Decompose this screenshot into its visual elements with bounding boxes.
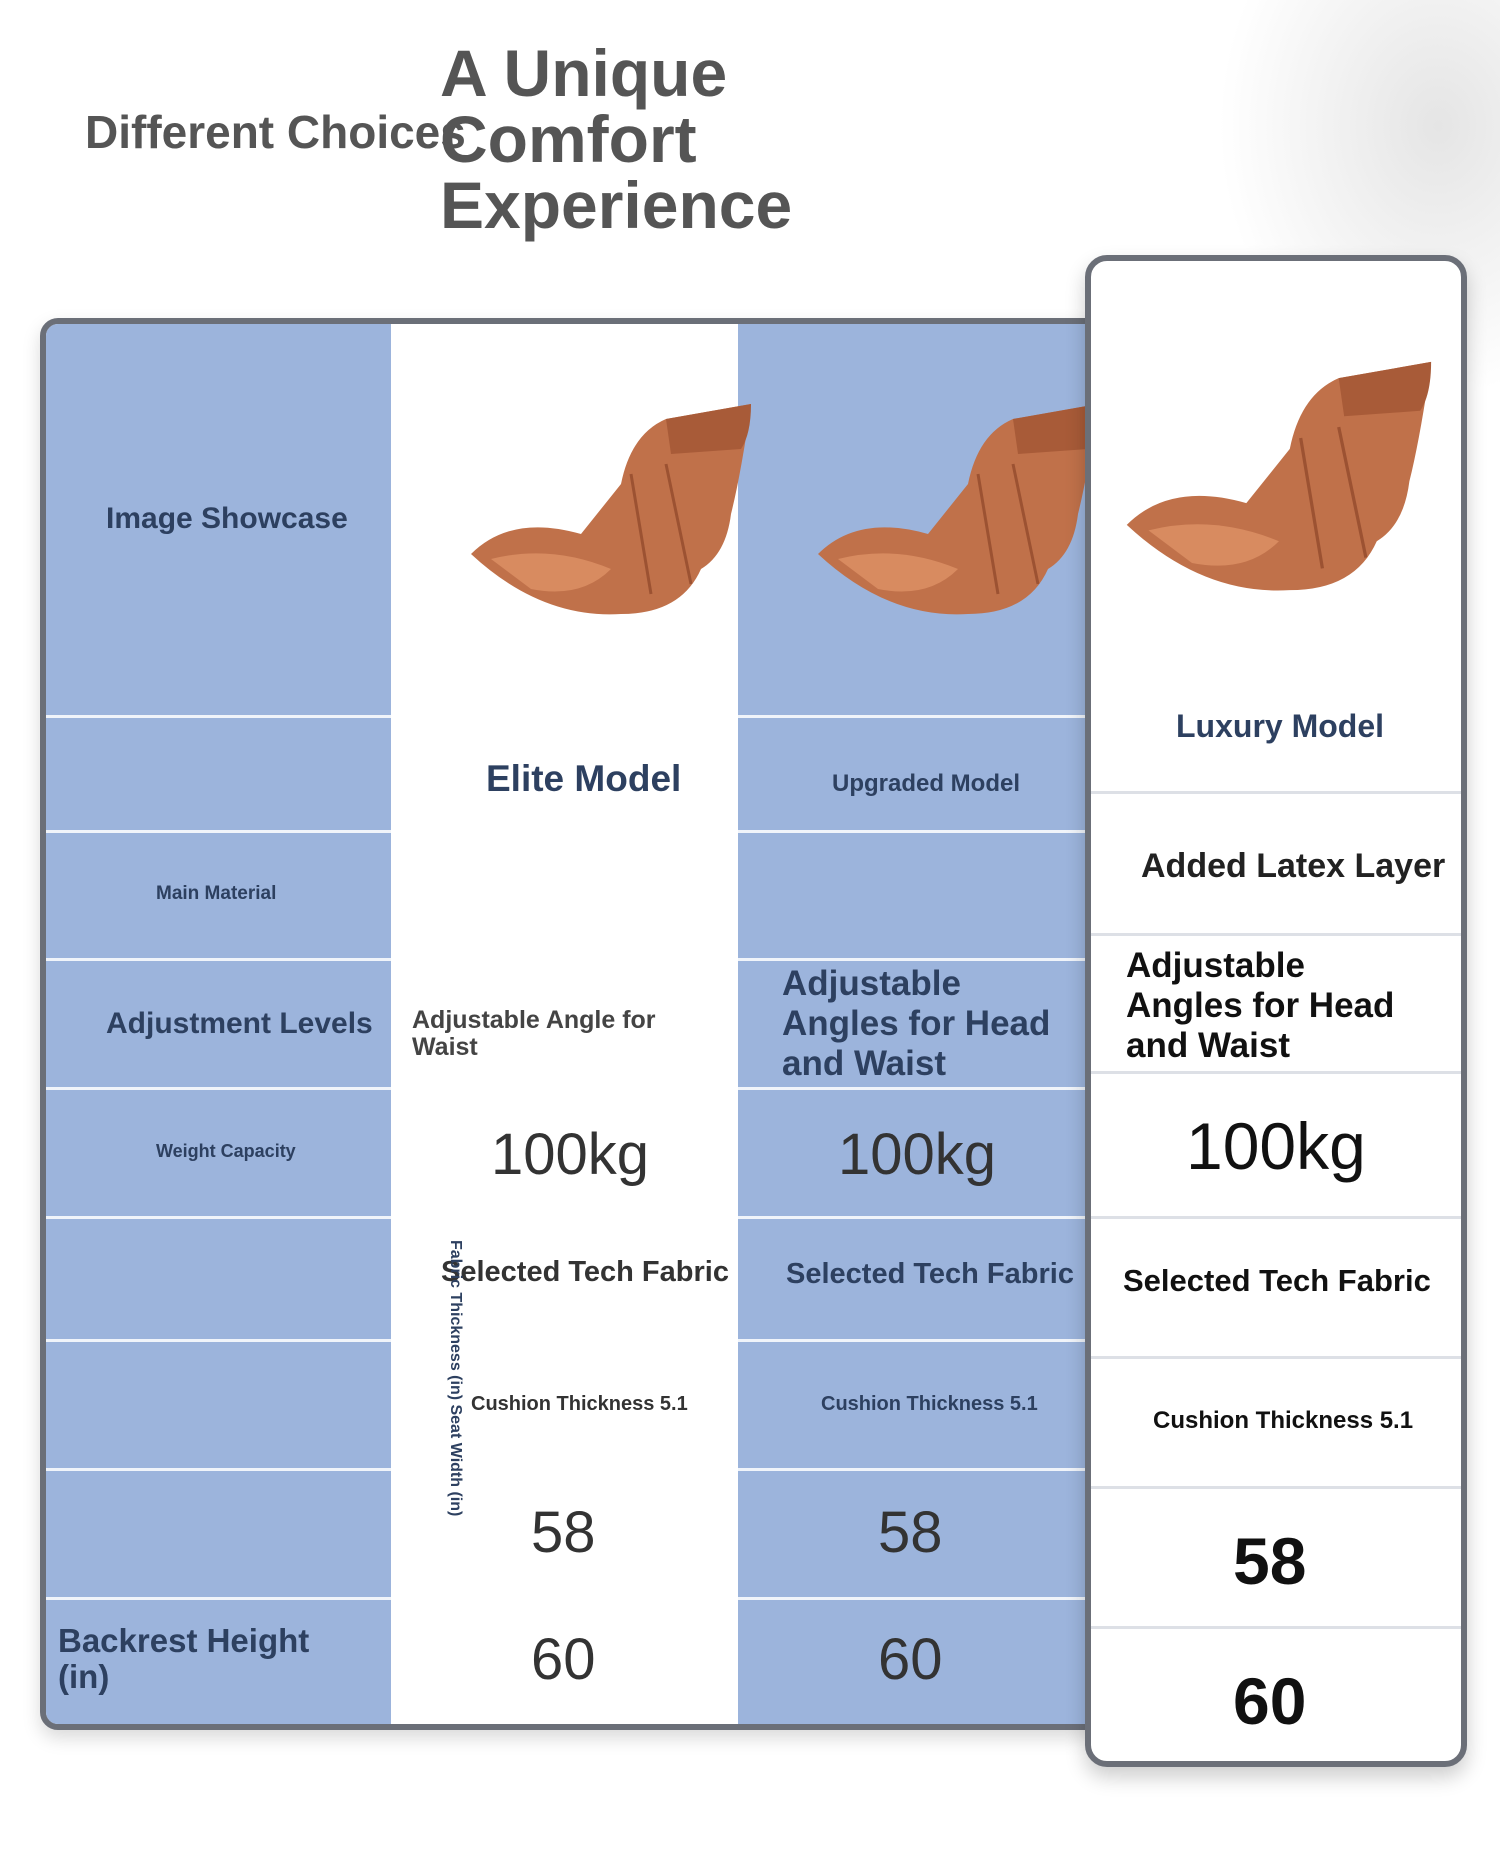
- luxury-backrest: 60: [1233, 1664, 1307, 1738]
- luxury-adjustment: Adjustable Angles for Head and Waist: [1126, 946, 1395, 1065]
- chair-image: [798, 394, 1108, 624]
- row-divider: [1091, 1486, 1461, 1489]
- row-divider: [1091, 933, 1461, 936]
- chair-image: [1096, 351, 1451, 601]
- elite-seat-width: 58: [531, 1499, 596, 1565]
- row-divider: [1091, 1626, 1461, 1629]
- elite-weight: 100kg: [491, 1121, 650, 1187]
- upgraded-weight: 100kg: [838, 1121, 997, 1187]
- row-divider: [46, 1087, 1106, 1090]
- row-divider: [46, 1468, 1106, 1471]
- elite-model-name: Elite Model: [486, 758, 682, 799]
- luxury-fabric: Selected Tech Fabric: [1123, 1263, 1431, 1298]
- row-divider: [46, 1597, 1106, 1600]
- page-title: A Unique Comfort Experience: [440, 36, 793, 242]
- row-divider: [1091, 1216, 1461, 1219]
- elite-cushion: Cushion Thickness 5.1: [471, 1392, 688, 1415]
- elite-fabric: Selected Tech Fabric: [441, 1255, 729, 1288]
- row-divider: [46, 1216, 1106, 1219]
- upgraded-adjustment: Adjustable Angles for Head and Waist: [782, 964, 1051, 1083]
- label-main-material: Main Material: [156, 883, 277, 904]
- chair-image: [451, 394, 761, 624]
- row-divider: [1091, 1071, 1461, 1074]
- label-image-showcase: Image Showcase: [106, 502, 348, 535]
- upgraded-seat-width: 58: [878, 1499, 943, 1565]
- upgraded-cushion: Cushion Thickness 5.1: [821, 1392, 1038, 1415]
- luxury-cushion: Cushion Thickness 5.1: [1153, 1407, 1414, 1434]
- row-divider: [46, 958, 1106, 961]
- label-adjustment-levels: Adjustment Levels: [106, 1007, 373, 1040]
- vertical-label-note: Fabric Thickness (in) Seat Width (in): [447, 1240, 464, 1517]
- row-divider: [46, 1339, 1106, 1342]
- upgraded-fabric: Selected Tech Fabric: [786, 1257, 1074, 1290]
- upgraded-backrest: 60: [878, 1626, 943, 1692]
- row-divider: [46, 715, 1106, 718]
- luxury-seat-width: 58: [1233, 1524, 1307, 1598]
- upgraded-model-name: Upgraded Model: [832, 770, 1021, 797]
- elite-adjustment: Adjustable Angle for Waist: [412, 1006, 656, 1061]
- luxury-weight: 100kg: [1186, 1109, 1366, 1183]
- label-weight-capacity: Weight Capacity: [156, 1140, 296, 1161]
- header-subtitle: Different Choices: [85, 106, 466, 158]
- luxury-model-name: Luxury Model: [1176, 707, 1385, 744]
- luxury-column: [1085, 255, 1467, 1767]
- row-divider: [1091, 791, 1461, 794]
- luxury-material: Added Latex Layer: [1141, 846, 1446, 885]
- row-divider: [1091, 1356, 1461, 1359]
- label-backrest-height: Backrest Height (in): [58, 1622, 310, 1695]
- comparison-table: [40, 318, 1112, 1730]
- row-divider: [46, 830, 1106, 833]
- elite-backrest: 60: [531, 1626, 596, 1692]
